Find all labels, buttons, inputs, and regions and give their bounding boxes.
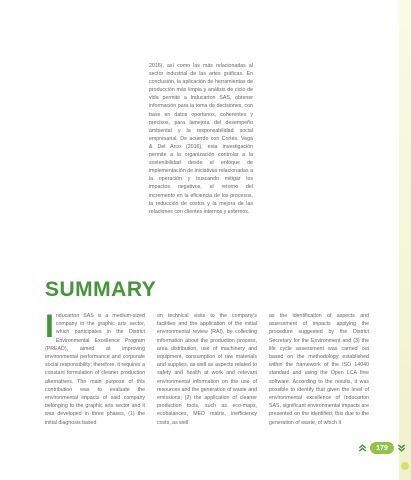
intro-paragraph: 2016), así como las más relacionadas al sector industrial de las artes gráficas. En conclusión, la aplicación de herramientas de producción más limpia y análisis de ciclo de vida permite a Inducarton SAS, obtener información para la toma de decisiones, con base en datos oportunos, coherentes y precisos, para lamejora del desempeño ambiental y la responsabilidad social empresarial. De acuerdo con Cortés, Vega & Del Arco (2016), esta investigación permite a la organización controlar a la sostenibilidad desde el enfoque de implementación de iniciativas relacionadas a la operación y buscando mitigar los impactos negativos, el retorno del incremento en la eficiencia de los procesos, la reducción de costos y la mejora de las relaciones con clientes internos y externos. (149, 63, 253, 215)
summary-column-1-text: nducarton SAS is a medium-sized company in the graphic arts sector, which participates in the District Environmental Excellence Program (PREAD), aimed at improving environmental performance and corporate social responsibility; therefore, it requires a constant formulation of cleaner production alternatives. The main purpose of this contribution was to evaluate the environmental impacts of said company belonging to the graphic arts sector and it was developed in three phases, (1) the initial diagnosis based (45, 313, 145, 426)
summary-column-1 (45, 308, 145, 427)
page-navigation (358, 441, 406, 455)
summary-column-3: as the identification of aspects and assessment of impacts applying the procedure suggested by the District Secretary for the Environment and (3) the life cycle assessment was carried out based on the methodology established within the framework of the ISO 14040 standard and using the Open LCA free software. According to the results, it was possible to identify that given the level of environmental excellence of Inducarton SAS, significant environmental impacts are presented on the identified, this due to the generation of waste, of which it (269, 313, 369, 426)
summary-column-2: on technical visits to the company's facilities and the application of the initial environmental review (RAI), by collecting information about the production process, area distribution, use of machinery and equipment, consumption of raw materials and supplies, as well as aspects related to safety and health at work and relevant environmental information on the use of resources and the generation of waste and emissions; (2) the application of cleaner production tools, such as eco-maps, ecobalances, MED matrix, inefficiency costs, as well (157, 313, 257, 426)
chevron-double-up-icon[interactable] (358, 443, 367, 453)
chevron-double-down-icon[interactable] (397, 443, 406, 453)
drop-cap: I (45, 308, 54, 344)
side-tab-strip (399, 0, 411, 480)
page-number-badge: 179 (370, 442, 394, 454)
summary-heading: SUMMARY (45, 278, 157, 301)
side-tab-marker (401, 462, 409, 470)
